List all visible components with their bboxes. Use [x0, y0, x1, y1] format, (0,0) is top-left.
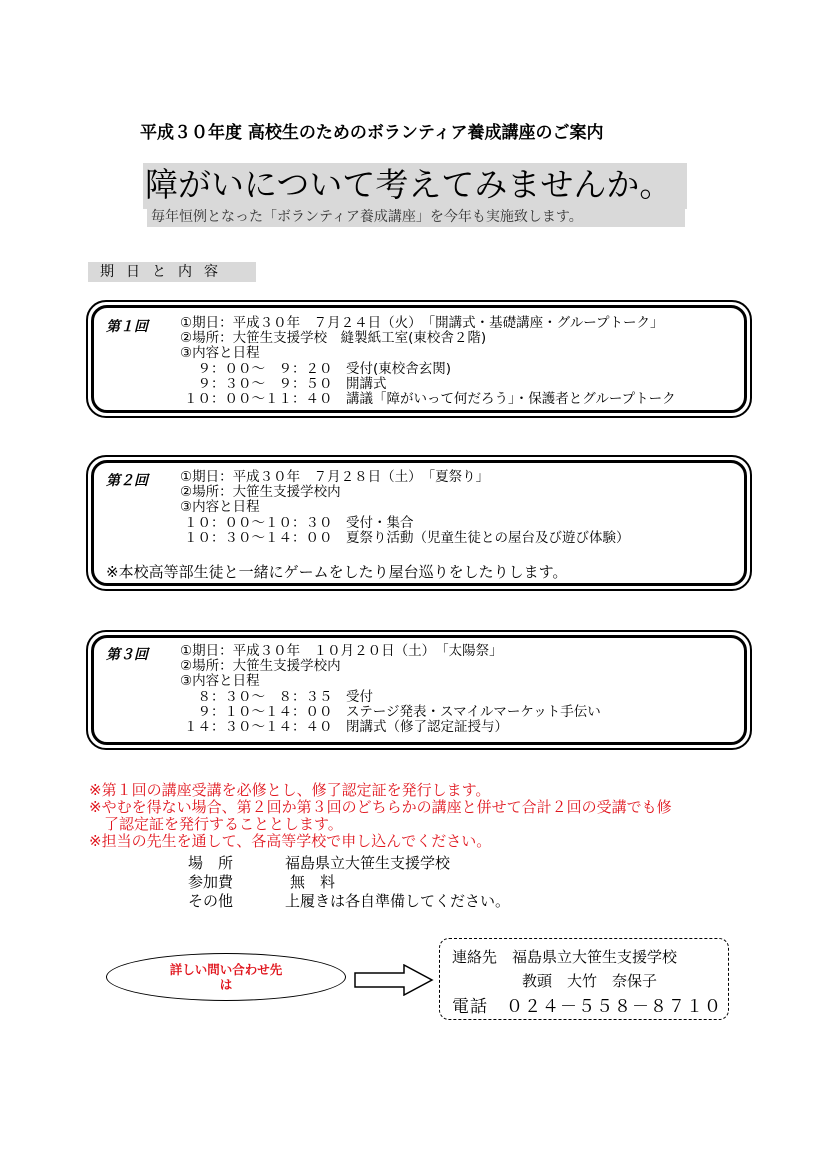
- session-place: ②場所：大笹生支援学校内: [180, 484, 341, 500]
- info-value: 無 料: [290, 873, 336, 891]
- session-3-box: [86, 630, 752, 750]
- info-value: 福島県立大笹生支援学校: [285, 854, 451, 872]
- session-schedule-head: ③内容と日程: [180, 345, 260, 361]
- session-note: ※本校高等部生徒と一緒にゲームをしたり屋台巡りをしたりします。: [106, 563, 568, 581]
- contact-line: 連絡先 福島県立大笹生支援学校: [452, 948, 678, 966]
- inquiry-label-line: は: [219, 977, 233, 992]
- note-line: ※やむを得ない場合、第２回か第３回のどちらかの講座と併せて合計２回の受講でも修: [89, 798, 672, 816]
- note-line: ※第１回の講座受講を必修とし、修了認定証を発行します。: [89, 781, 491, 799]
- session-label: 第２回: [106, 473, 148, 489]
- info-label: 場 所: [188, 854, 234, 872]
- session-label: 第１回: [106, 319, 148, 335]
- session-place: ②場所：大笹生支援学校内: [180, 658, 341, 674]
- contact-box: [439, 938, 729, 1020]
- contact-line: 教頭 大竹 奈保子: [522, 972, 658, 990]
- catchphrase: 障がいについて考えてみませんか。: [143, 163, 687, 209]
- schedule-item: ９：１０～１４：００ ステージ発表・スマイルマーケット手伝い: [184, 704, 601, 720]
- schedule-item: ９：００～ ９：２０ 受付(東校舎玄関): [184, 361, 452, 377]
- session-1-box: [86, 300, 752, 418]
- schedule-item: １０：００～１１：４０ 講議「障がいって何だろう」・保護者とグループトーク: [184, 391, 676, 407]
- schedule-item: １０：３０～１４：００ 夏祭り活動（児童生徒との屋台及び遊び体験）: [184, 530, 630, 546]
- session-place: ②場所：大笹生支援学校 縫製紙工室(東校舎２階): [180, 330, 487, 346]
- session-schedule-head: ③内容と日程: [180, 499, 260, 515]
- info-value: 上履きは各自準備してください。: [285, 892, 511, 910]
- session-date: ①期日：平成３０年 １０月２０日（土） 「太陽祭」: [180, 643, 503, 659]
- right-arrow-icon: [354, 964, 434, 996]
- session-schedule-head: ③内容と日程: [180, 673, 260, 689]
- page-heading: 平成３０年度 高校生のためのボランティア養成講座のご案内: [140, 123, 604, 143]
- schedule-item: １４：３０～１４：４０ 閉講式（修了認定証授与）: [184, 719, 508, 735]
- session-label: 第３回: [106, 647, 148, 663]
- section-title: 期日と内容: [88, 262, 256, 282]
- session-date: ①期日：平成３０年 ７月２８日（土） 「夏祭り」: [180, 469, 490, 485]
- schedule-item: ８：３０～ ８：３５ 受付: [184, 689, 373, 705]
- note-line: ※担当の先生を通して、各高等学校で申し込んでください。: [89, 832, 492, 850]
- inquiry-label-line: 詳しい問い合わせ先: [169, 962, 283, 977]
- schedule-item: ９：３０～ ９：５０ 開講式: [184, 376, 387, 392]
- subcatch: 毎年恒例となった「ボランティア養成講座」を今年も実施致します。: [147, 207, 685, 227]
- info-label: その他: [188, 892, 234, 910]
- contact-phone: 電話 ０２４－５５８－８７１０: [452, 997, 722, 1017]
- session-date: ①期日：平成３０年 ７月２４日（火） 「開講式・基礎講座・グループトーク」: [180, 315, 664, 331]
- info-label: 参加費: [188, 873, 234, 891]
- session-2-box: [86, 455, 752, 591]
- note-line: 了認定証を発行することとします。: [89, 815, 343, 833]
- inquiry-label: [106, 962, 346, 992]
- schedule-item: １０：００～１０：３０ 受付・集合: [184, 515, 414, 531]
